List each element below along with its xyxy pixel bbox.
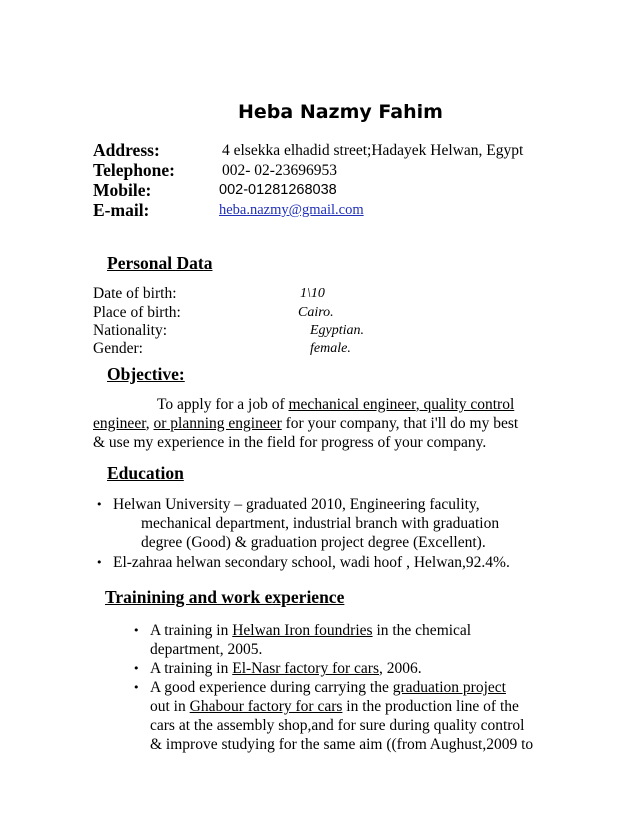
training-place-helwan-iron: Helwan Iron foundries (232, 622, 373, 639)
telephone-value: 002- 02-23696953 (222, 162, 337, 179)
objective-role-quality: quality control (423, 396, 515, 413)
training-text: , 2006. (378, 660, 422, 677)
objective-comma-2: , (145, 415, 154, 432)
training-item-3-line-1 (150, 678, 506, 697)
objective-role-mechanical: mechanical engineer (288, 396, 416, 413)
objective-role-quality-cont: engineer (93, 415, 146, 432)
dob-label: Date of birth: (93, 285, 177, 302)
bullet-icon: • (133, 662, 140, 675)
training-item-2 (150, 659, 422, 678)
mobile-label: Mobile: (93, 180, 152, 200)
gender-label: Gender: (93, 340, 143, 357)
training-place-el-nasr: El-Nasr factory for cars (232, 660, 379, 677)
telephone-label: Telephone: (93, 160, 176, 180)
objective-comma: , (415, 396, 424, 413)
objective-heading: Objective: (107, 364, 185, 384)
place-of-birth-value: Cairo. (298, 305, 334, 320)
place-of-birth-label: Place of birth: (93, 304, 181, 321)
training-text: A good experience during carrying the (150, 679, 393, 696)
nationality-label: Nationality: (93, 322, 168, 339)
training-place-ghabour: Ghabour factory for cars (189, 698, 343, 715)
objective-line-1 (157, 395, 526, 414)
bullet-icon: • (96, 556, 103, 569)
resume-name: Heba Nazmy Fahim (238, 101, 443, 123)
training-text: A training in (150, 660, 233, 677)
bullet-icon: • (133, 624, 140, 637)
training-item-1-line-2: department, 2005. (150, 641, 263, 658)
objective-line-2 (93, 414, 518, 433)
nationality-value: Egyptian. (310, 323, 365, 338)
dob-value: 1\10 (300, 286, 325, 301)
mobile-value: 002-01281268038 (219, 182, 337, 198)
address-value: 4 elsekka elhadid street;Hadayek Helwan, Egypt (222, 142, 524, 159)
personal-data-heading: Personal Data (107, 253, 213, 273)
training-text: A training in (150, 622, 233, 639)
training-heading: Trainining and work experience (105, 587, 345, 607)
training-text: in the chemical (372, 622, 472, 639)
address-label: Address: (93, 140, 160, 160)
objective-role-planning: or planning engineer (153, 415, 282, 432)
training-item-3-line-2 (150, 697, 519, 716)
email-link[interactable]: heba.nazmy@gmail.com (219, 202, 364, 218)
education-item-1-line-1: Helwan University – graduated 2010, Engineering faculity, (113, 496, 480, 513)
objective-text: To apply for a job of (157, 396, 289, 413)
training-graduation-project: graduation project (392, 679, 506, 696)
training-text: out in (150, 698, 190, 715)
training-item-1-line-1 (150, 621, 471, 640)
bullet-icon: • (96, 498, 103, 511)
education-item-1-line-3: degree (Good) & graduation project degree (Excellent). (141, 534, 486, 551)
education-item-2: El-zahraa helwan secondary school, wadi hoof , Helwan,92.4%. (113, 554, 510, 571)
education-item-1-line-2: mechanical department, industrial branch with graduation (141, 515, 500, 532)
training-item-3-line-4: & improve studying for the same aim ((from Aughust,2009 to (150, 736, 534, 753)
bullet-icon: • (133, 681, 140, 694)
education-heading: Education (107, 463, 184, 483)
objective-line-3: & use my experience in the field for progress of your company. (93, 434, 487, 451)
gender-value: female. (310, 341, 351, 356)
training-item-3-line-3: cars at the assembly shop,and for sure during quality control (150, 717, 525, 734)
email-label: E-mail: (93, 200, 150, 220)
objective-text-2: for your company, that i'll do my best (281, 415, 519, 432)
training-text: in the production line of the (342, 698, 519, 715)
